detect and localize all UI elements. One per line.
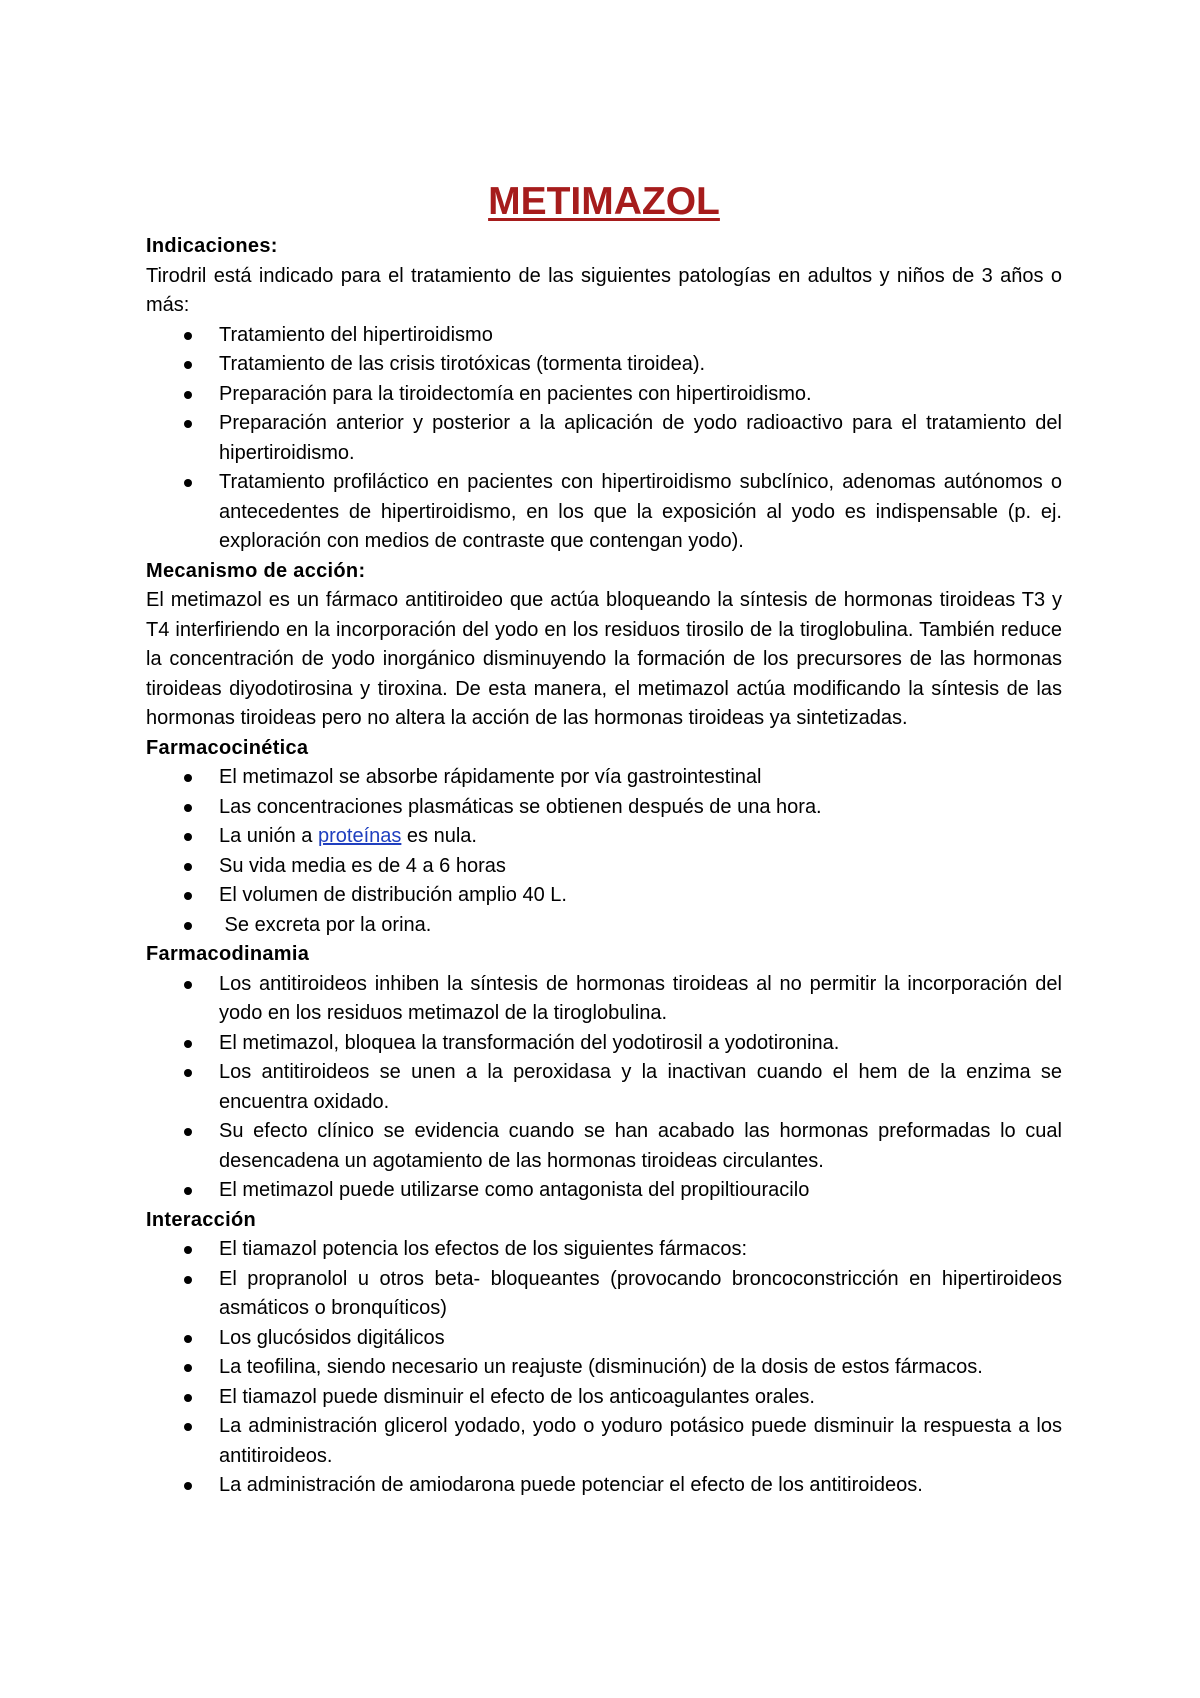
list-item: El metimazol se absorbe rápidamente por vía gastrointestinal [146, 763, 1062, 793]
list-item: El volumen de distribución amplio 40 L. [146, 881, 1062, 911]
bullet-icon [184, 332, 192, 340]
bullet-icon [184, 1276, 192, 1284]
list-item: El metimazol puede utilizarse como antagonista del propiltiouracilo [146, 1176, 1062, 1206]
bullet-icon [184, 361, 192, 369]
heading-interaccion: Interacción [146, 1208, 256, 1231]
farmacocinetica-list [146, 763, 1062, 940]
list-item: Tratamiento del hipertiroidismo [146, 321, 1062, 351]
heading-mecanismo: Mecanismo de acción: [146, 559, 366, 582]
list-item: La administración glicerol yodado, yodo o yoduro potásico puede disminuir la respuesta a los antitiroideos. [146, 1412, 1062, 1471]
bullet-icon [184, 922, 192, 930]
list-item: Los antitiroideos inhiben la síntesis de hormonas tiroideas al no permitir la incorporación del yodo en los residuos metimazol de la tiroglobulina. [146, 970, 1062, 1029]
list-item: La unión a proteínas es nula. [146, 822, 1062, 852]
list-item: Se excreta por la orina. [146, 911, 1062, 941]
bullet-icon [184, 774, 192, 782]
bullet-icon [184, 479, 192, 487]
indicaciones-list [146, 321, 1062, 557]
bullet-icon [184, 1246, 192, 1254]
list-item: Preparación para la tiroidectomía en pacientes con hipertiroidismo. [146, 380, 1062, 410]
bullet-icon [184, 1187, 192, 1195]
bullet-icon [184, 1335, 192, 1343]
bullet-icon [184, 1040, 192, 1048]
list-item: Los glucósidos digitálicos [146, 1324, 1062, 1354]
list-item: Preparación anterior y posterior a la aplicación de yodo radioactivo para el tratamiento del hipertiroidismo. [146, 409, 1062, 468]
bullet-icon [184, 1128, 192, 1136]
bullet-icon [184, 1364, 192, 1372]
bullet-icon [184, 981, 192, 989]
indicaciones-intro: Tirodril está indicado para el tratamiento de las siguientes patologías en adultos y niños de 3 años o más: [146, 264, 1062, 316]
mecanismo-text: El metimazol es un fármaco antitiroideo que actúa bloqueando la síntesis de hormonas tiroideas T3 y T4 interfiriendo en la incorporación del yodo en los residuos tirosilo de la tiroglobulina. También reduce la concentración de yodo inorgánico disminuyendo la formación de los precursores de las hormonas tiroideas diyodotirosina y tiroxina. De esta manera, el metimazol actúa modificando la síntesis de las hormonas tiroideas pero no altera la acción de las hormonas tiroideas ya sintetizadas. [146, 589, 1062, 729]
document-page [146, 178, 1062, 1501]
list-item: La teofilina, siendo necesario un reajuste (disminución) de la dosis de estos fármacos. [146, 1353, 1062, 1383]
list-item: El metimazol, bloquea la transformación del yodotirosil a yodotironina. [146, 1029, 1062, 1059]
bullet-icon [184, 892, 192, 900]
farmacodinamia-list [146, 970, 1062, 1206]
list-item: El tiamazol potencia los efectos de los siguientes fármacos: [146, 1235, 1062, 1265]
heading-indicaciones: Indicaciones: [146, 235, 278, 257]
list-item: Las concentraciones plasmáticas se obtienen después de una hora. [146, 793, 1062, 823]
bullet-icon [184, 1482, 192, 1490]
bullet-icon [184, 804, 192, 812]
bullet-icon [184, 1423, 192, 1431]
interaccion-list [146, 1235, 1062, 1501]
list-item: Los antitiroideos se unen a la peroxidasa y la inactivan cuando el hem de la enzima se encuentra oxidado. [146, 1058, 1062, 1117]
list-item: El tiamazol puede disminuir el efecto de los anticoagulantes orales. [146, 1383, 1062, 1413]
bullet-icon [184, 1069, 192, 1077]
list-item: La administración de amiodarona puede potenciar el efecto de los antitiroideos. [146, 1471, 1062, 1501]
list-item: Su efecto clínico se evidencia cuando se han acabado las hormonas preformadas lo cual desencadena un agotamiento de las hormonas tiroideas circulantes. [146, 1117, 1062, 1176]
bullet-icon [184, 833, 192, 841]
list-item: Su vida media es de 4 a 6 horas [146, 852, 1062, 882]
list-item: Tratamiento profiláctico en pacientes con hipertiroidismo subclínico, adenomas autónomos o antecedentes de hipertiroidismo, en los que la exposición al yodo es indispensable (p. ej. exploración con medios de contraste que contengan yodo). [146, 468, 1062, 557]
heading-farmacocinetica: Farmacocinética [146, 736, 309, 759]
bullet-icon [184, 863, 192, 871]
document-title: METIMAZOL [488, 180, 720, 223]
heading-farmacodinamia: Farmacodinamia [146, 943, 310, 965]
bullet-icon [184, 1394, 192, 1402]
bullet-icon [184, 391, 192, 399]
bullet-icon [184, 420, 192, 428]
list-item: El propranolol u otros beta- bloqueantes (provocando broncoconstricción en hipertiroideos asmáticos o bronquíticos) [146, 1265, 1062, 1324]
list-item: Tratamiento de las crisis tirotóxicas (tormenta tiroidea). [146, 350, 1062, 380]
proteinas-link[interactable]: proteínas [317, 825, 402, 847]
